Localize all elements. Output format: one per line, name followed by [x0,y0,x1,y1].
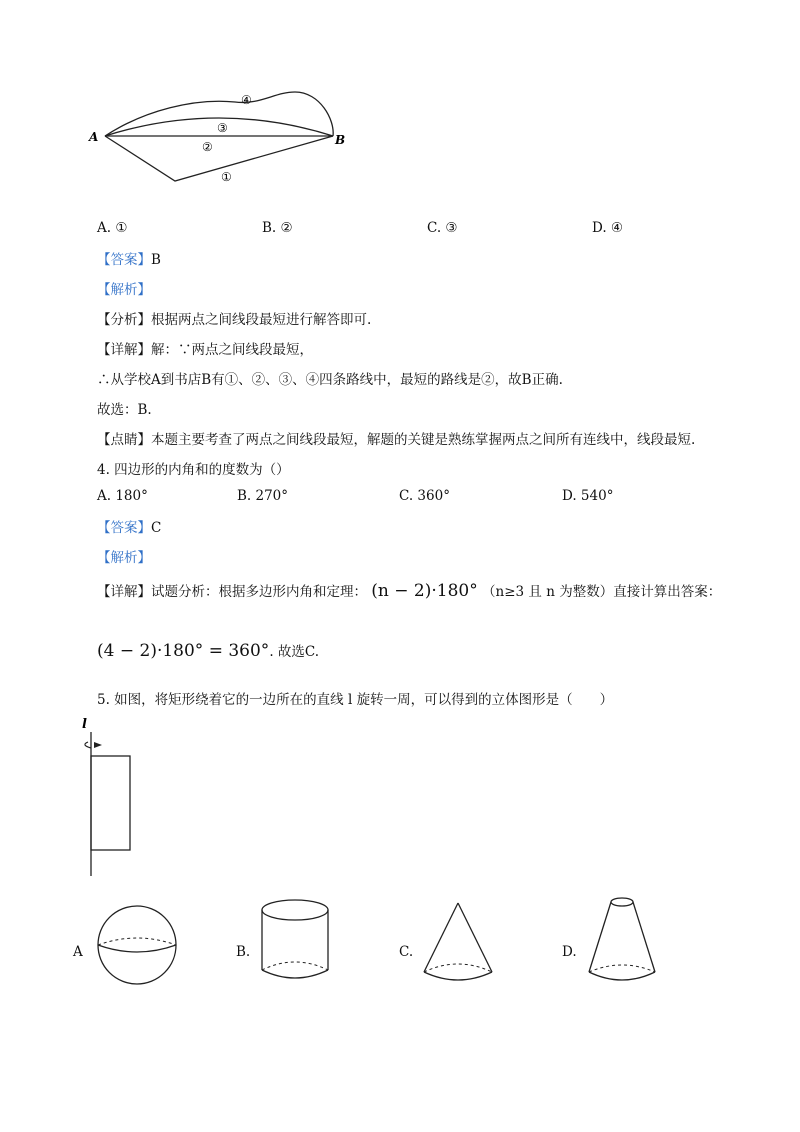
route-4-label: ④ [241,93,252,107]
xiangjie-text: 解：∵两点之间线段最短， [151,342,313,358]
axis-label: l [82,717,87,732]
rectangle [91,756,130,850]
q3-line2: ∴从学校A到书店B有①、②、③、④四条路线中，最短的路线是②，故B正确. [97,372,563,388]
answer-value: C [151,520,162,536]
q5-question: 5. 如图，将矩形绕着它的一边所在的直线 l 旋转一周，可以得到的立体图形是（ ） [97,692,614,708]
q3-option-d[interactable]: D. ④ [592,220,624,236]
xiangjie-tag: 【详解】 [97,584,151,600]
q4-option-d[interactable]: D. 540° [562,488,614,504]
answer-tag: 【答案】 [97,520,151,536]
fenxi-tag: 【分析】 [97,312,151,328]
q5-option-b-label[interactable]: B. [236,944,251,960]
q3-dianjing [97,428,695,448]
formula-polygon-sum: (n − 2)·180° [371,581,478,601]
q4-answer [97,516,161,536]
answer-value: B [151,252,161,268]
point-b-label: B [335,133,346,147]
cone-figure[interactable] [420,900,496,988]
xiangjie-text: 试题分析：根据多边形内角和定理： [151,584,367,600]
cylinder-figure[interactable] [258,896,332,984]
q5-option-d-label[interactable]: D. [562,944,577,960]
q3-fenxi [97,308,371,328]
answer-tag: 【答案】 [97,252,151,268]
route-2-label: ② [202,140,213,154]
q4-option-b[interactable]: B. 270° [237,488,289,504]
route-1 [105,136,333,181]
dianjing-tag: 【点睛】 [97,432,151,448]
point-a-label: A [89,130,99,144]
q3-answer [97,248,161,268]
route-3-label: ③ [217,121,228,135]
dianjing-text: 本题主要考查了两点之间线段最短，解题的关键是熟练掌握两点之间所有连线中，线段最短. [151,432,696,448]
q3-option-b[interactable]: B. ② [262,220,293,236]
rotation-arrowhead [94,742,102,748]
q4-option-a[interactable]: A. 180° [97,488,148,504]
rectangle-rotation-figure [76,714,146,879]
q4-calculation [97,640,319,661]
conclusion-text: . 故选C. [269,644,320,660]
frustum-figure[interactable] [584,894,660,988]
formula-quadrilateral: (4 − 2)·180° = 360° [97,641,270,661]
q3-option-a[interactable]: A. ① [97,220,128,236]
xiangjie-tag: 【详解】 [97,342,151,358]
route-figure [85,80,355,190]
q3-analysis-heading [97,278,151,298]
fenxi-text: 根据两点之间线段最短进行解答即可. [151,312,372,328]
q4-analysis-heading [97,546,151,566]
q3-option-c[interactable]: C. ③ [427,220,458,236]
rotation-arrow [85,742,91,748]
analysis-tag: 【解析】 [97,550,151,566]
q4-question: 4. 四边形的内角和的度数为（） [97,462,290,478]
q4-xiangjie [97,580,721,601]
route-1-label: ① [221,170,232,184]
q3-xiangjie [97,338,313,358]
q3-choose: 故选：B. [97,402,152,418]
q5-option-c-label[interactable]: C. [399,944,414,960]
q5-option-a-label[interactable]: A [73,944,83,960]
analysis-tag: 【解析】 [97,282,151,298]
q4-option-c[interactable]: C. 360° [399,488,450,504]
condition-text: （n≥3 且 n 为整数）直接计算出答案： [482,584,722,600]
sphere-figure[interactable] [95,903,179,987]
